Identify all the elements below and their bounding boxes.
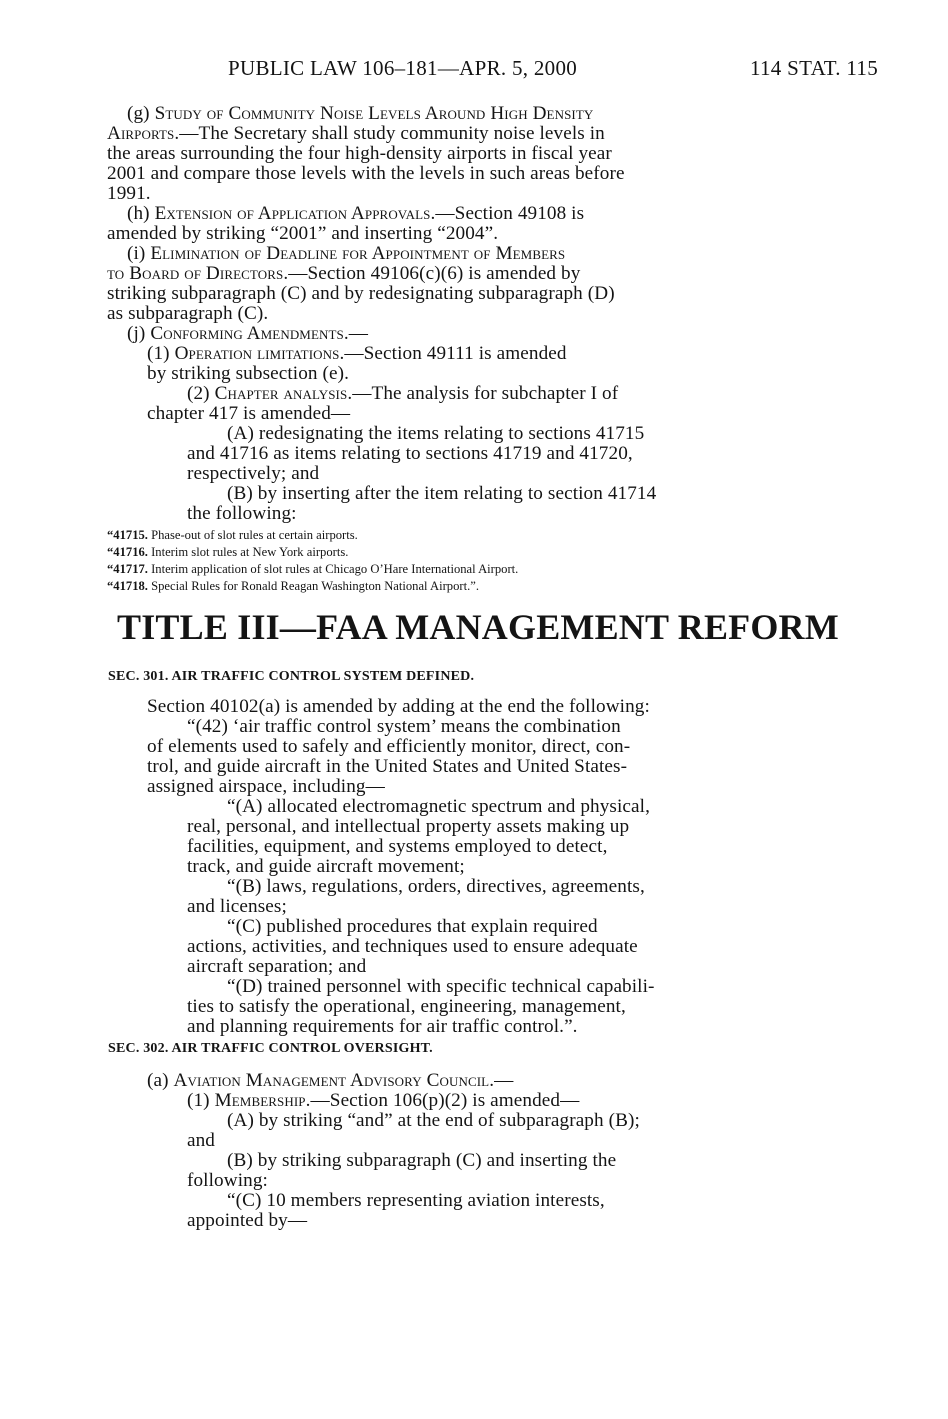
definition-a-line: facilities, equipment, and systems employed to detect, (187, 836, 608, 857)
section-302-heading: SEC. 302. AIR TRAFFIC CONTROL OVERSIGHT. (108, 1041, 433, 1056)
paragraph-j1-line: (1) Operation limitations.—Section 49111 is amended (147, 343, 567, 364)
paragraph-g-line: the areas surrounding the four high-density airports in fiscal year (107, 143, 612, 164)
paragraph-i-line: striking subparagraph (C) and by redesignating subparagraph (D) (107, 283, 615, 304)
paragraph-h-line: amended by striking “2001” and inserting “2004”. (107, 223, 499, 244)
public-law-citation: PUBLIC LAW 106–181—APR. 5, 2000 (228, 56, 578, 80)
subparagraph-b-line: (B) by striking subparagraph (C) and inserting the (227, 1150, 617, 1171)
section-301-heading: SEC. 301. AIR TRAFFIC CONTROL SYSTEM DEFINED. (108, 669, 475, 684)
paragraph-j2-line: (2) Chapter analysis.—The analysis for subchapter I of (187, 383, 619, 404)
paragraph-1-line: (1) Membership.—Section 106(p)(2) is amended— (187, 1090, 580, 1111)
definition-42-line: of elements used to safely and efficiently monitor, direct, con- (147, 736, 631, 757)
definition-d-line: ties to satisfy the operational, engineering, management, (187, 996, 626, 1017)
paragraph-g-line: 2001 and compare those levels with the levels in such areas before (107, 163, 625, 184)
definition-42-line: trol, and guide aircraft in the United States and United States- (147, 756, 628, 777)
section-301-intro: Section 40102(a) is amended by adding at the end the following: (147, 696, 650, 717)
definition-c-line: aircraft separation; and (187, 956, 367, 977)
definition-d-line: and planning requirements for air traffic control.”. (187, 1016, 578, 1037)
paragraph-j2a-line: and 41716 as items relating to sections 41719 and 41720, (187, 443, 633, 464)
title-heading: TITLE III—FAA MANAGEMENT REFORM (117, 607, 839, 647)
definition-42-line: “(42) ‘air traffic control system’ means the combination (187, 716, 621, 737)
paragraph-j2-line: chapter 417 is amended— (147, 403, 351, 424)
paragraph-j-heading: (j) Conforming Amendments.— (127, 323, 369, 344)
definition-a-line: track, and guide aircraft movement; (187, 856, 465, 877)
paragraph-i-line: to Board of Directors.—Section 49106(c)(6) is amended by (107, 263, 581, 284)
subparagraph-b-line: following: (187, 1170, 268, 1191)
paragraph-i-line: (i) Elimination of Deadline for Appointment of Members (127, 243, 566, 264)
definition-c-line: actions, activities, and techniques used to ensure adequate (187, 936, 638, 957)
statute-page-number: 114 STAT. 115 (749, 56, 878, 80)
paragraph-g-line: (g) Study of Community Noise Levels Around High Density (127, 103, 594, 124)
section-item: “41717. Interim application of slot rules at Chicago O’Hare International Airport. (107, 562, 519, 576)
definition-b-line: “(B) laws, regulations, orders, directives, agreements, (227, 876, 645, 897)
running-header (110, 56, 878, 88)
definition-b-line: and licenses; (187, 896, 287, 917)
paragraph-i-line: as subparagraph (C). (107, 303, 269, 324)
paragraph-h-line: (h) Extension of Application Approvals.—Section 49108 is (127, 203, 585, 224)
definition-a-line: “(A) allocated electromagnetic spectrum and physical, (227, 796, 650, 817)
paragraph-j2a-line: respectively; and (187, 463, 320, 484)
section-item: “41718. Special Rules for Ronald Reagan Washington National Airport.”. (107, 579, 479, 593)
definition-a-line: real, personal, and intellectual property assets making up (187, 816, 630, 837)
definition-d-line: “(D) trained personnel with specific technical capabili- (227, 976, 655, 997)
paragraph-g-line: Airports.—The Secretary shall study community noise levels in (107, 123, 605, 144)
paragraph-j2a-line: (A) redesignating the items relating to sections 41715 (227, 423, 645, 444)
section-item: “41715. Phase-out of slot rules at certain airports. (107, 528, 358, 542)
subparagraph-a-line: and (187, 1130, 216, 1151)
paragraph-j1-line: by striking subsection (e). (147, 363, 350, 384)
paragraph-g-line: 1991. (107, 183, 151, 204)
definition-42-line: assigned airspace, including— (147, 776, 385, 797)
subparagraph-c-line: appointed by— (187, 1210, 308, 1231)
paragraph-j2b-line: (B) by inserting after the item relating to section 41714 (227, 483, 657, 504)
subparagraph-a-line: (A) by striking “and” at the end of subparagraph (B); (227, 1110, 640, 1131)
subsection-a-heading: (a) Aviation Management Advisory Council.— (147, 1070, 514, 1091)
definition-c-line: “(C) published procedures that explain required (227, 916, 598, 937)
paragraph-j2b-line: the following: (187, 503, 297, 524)
section-item: “41716. Interim slot rules at New York airports. (107, 545, 349, 559)
subparagraph-c-line: “(C) 10 members representing aviation interests, (227, 1190, 605, 1211)
